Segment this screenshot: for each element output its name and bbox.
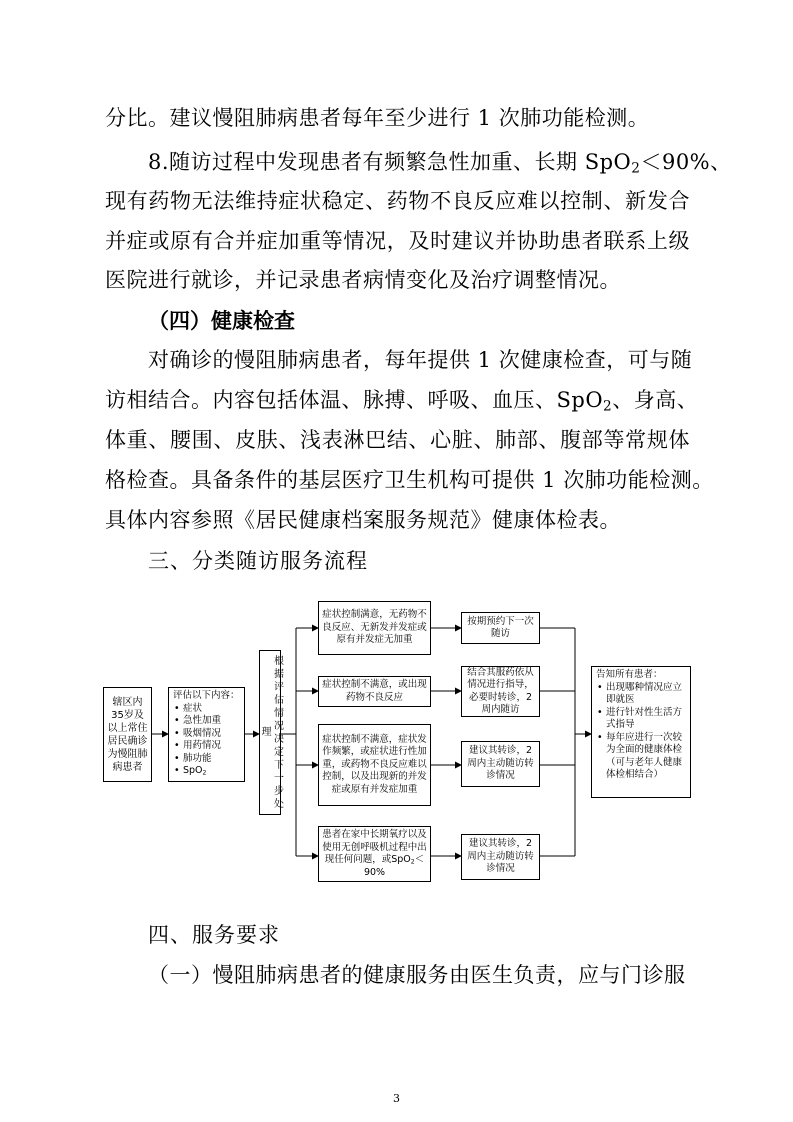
- action-box-referral: 建议其转诊，2周内主动随访转诊情况: [461, 834, 540, 880]
- page-number: 3: [393, 1092, 400, 1105]
- condition-box-uncontrolled: 症状控制不满意，或出现药物不良反应: [318, 676, 431, 707]
- action-box-guidance: 结合其服药依从情况进行指导，必要时转诊，2周内随访: [461, 666, 540, 717]
- paragraph-line: 分比。建议慢阻肺病患者每年至少进行 1 次肺功能检测。: [105, 106, 650, 130]
- paragraph-line: 格检查。具备条件的基层医疗卫生机构可提供 1 次肺功能检测。: [105, 468, 714, 492]
- decision-box: 根据评估情况决定下一步处理: [259, 650, 281, 815]
- condition-box-severe: 症状控制不满意，症状发作频繁，或症状进行性加重，或药物不良反应难以控制，以及出现新的并发症或原有并发症加重: [318, 724, 431, 806]
- paragraph-line: 医院进行就诊，并记录患者病情变化及治疗调整情况。: [105, 268, 621, 292]
- paragraph-line: 8.随访过程中发现患者有频繁急性加重、长期 SpO$_2$＜90%、: [148, 150, 732, 177]
- paragraph-line: 现有药物无法维持症状稳定、药物不良反应难以控制、新发合: [105, 189, 690, 213]
- section-heading: 四、服务要求: [148, 923, 280, 947]
- action-box-referral: 建议其转诊，2周内主动随访转诊情况: [461, 741, 540, 787]
- section-heading: （四）健康检查: [148, 309, 295, 333]
- condition-box-controlled: 症状控制满意，无药物不良反应、无新发并发症或原有并发症无加重: [318, 601, 431, 655]
- paragraph-line: （一）慢阻肺病患者的健康服务由医生负责，应与门诊服: [148, 963, 686, 987]
- paragraph-line: 体重、腰围、皮肤、浅表淋巴结、心脏、肺部、腹部等常规体: [105, 428, 690, 452]
- paragraph-line: 具体内容参照《居民健康档案服务规范》健康体检表。: [105, 508, 621, 532]
- paragraph-line: 对确诊的慢阻肺病患者，每年提供 1 次健康检查，可与随: [148, 348, 693, 372]
- action-box-next-visit: 按期预约下一次随访: [461, 612, 540, 644]
- patients-box: 辖区内35岁及以上常住居民确诊为慢阻肺病患者: [103, 687, 152, 782]
- paragraph-line: 并症或原有合并症加重等情况，及时建议并协助患者联系上级: [105, 229, 690, 253]
- condition-box-oxygen: 患者在家中长期氧疗以及使用无创呼吸机过程中出现任何问题，或SpO$_2$＜90%: [318, 826, 431, 882]
- paragraph-line: 访相结合。内容包括体温、脉搏、呼吸、血压、SpO$_2$、身高、: [105, 388, 699, 415]
- section-heading: 三、分类随访服务流程: [148, 549, 368, 573]
- inform-box: 告知所有患者： • 出现哪种情况应立即就医 • 进行针对性生活方式指导 • 每年应进行一次较为全面的健康体检（可与老年人健康体检相结合）: [591, 666, 691, 798]
- assessment-box: 评估以下内容： • 症状 • 急性加重 • 吸烟情况 • 用药情况 • 肺功能 • SpO$_2$: [168, 687, 245, 782]
